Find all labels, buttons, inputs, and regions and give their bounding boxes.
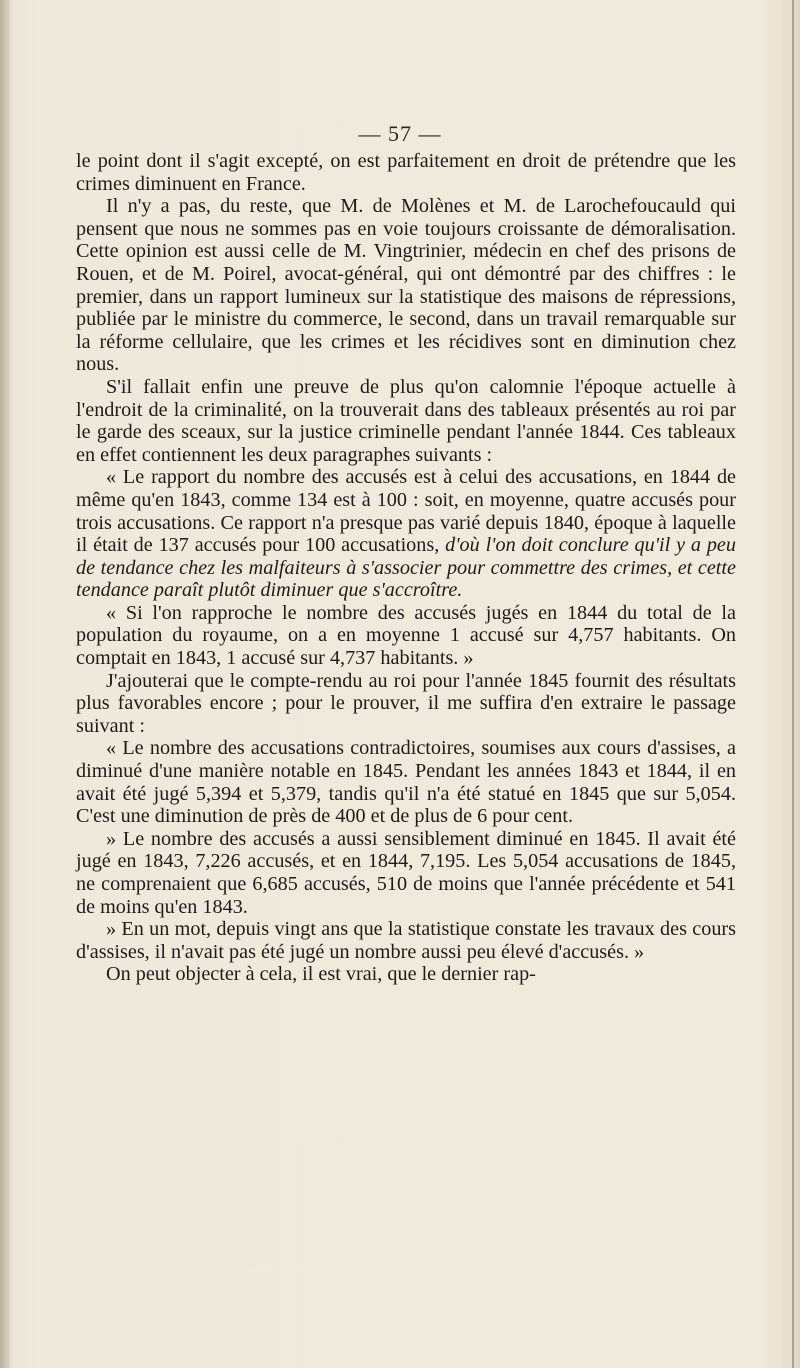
paragraph-p7: [76, 737, 736, 827]
paragraph-text: S'il fallait enfin une preuve de plus qu'on calomnie l'époque actuelle à l'endroit de la criminalité, on la trouverait dans des tableaux présentés au roi par le garde des sceaux, sur la justice criminelle pendant l'année 1844. Ces tableaux en effet contiennent les deux paragraphes suivants :: [76, 375, 736, 466]
paragraph-p8: [76, 828, 736, 918]
paragraph-p3: [76, 376, 736, 466]
paragraph-text: » En un mot, depuis vingt ans que la statistique constate les travaux des cours d'assises, il n'avait pas été jugé un nombre aussi peu élevé d'accusés. »: [76, 918, 736, 963]
paragraph-text: « Le nombre des accusations contradictoires, soumises aux cours d'assises, a diminué d'une manière notable en 1845. Pendant les années 1843 et 1844, il en avait été jugé 5,394 et 5,379, tandis qu'il n'a été statué en 1845 que sur 5,054. C'est une diminution de près de 400 et de plus de 6 pour cent.: [76, 737, 736, 828]
paragraph-p5: [76, 602, 736, 670]
page-edge-line: [792, 0, 794, 1368]
paragraph-p6: [76, 670, 736, 738]
italic-text: d'où l'on doit conclure qu'il y a peu de tendance chez les malfaiteurs à s'associer pour commettre des crimes, et cette tendance paraît plutôt diminuer que s'accroître.: [76, 534, 736, 602]
paragraph-p2: [76, 195, 736, 376]
paragraph-p10: [76, 963, 736, 986]
page-number: — 57 —: [358, 121, 442, 146]
paragraph-text: le point dont il s'agit excepté, on est parfaitement en droit de prétendre que les crimes diminuent en France.: [76, 150, 736, 195]
paragraph-p1: [76, 150, 736, 195]
paragraph-text: « Le rapport du nombre des accusés est à celui des accusations, en 1844 de même qu'en 1843, comme 134 est à 100 : soit, en moyenne, quatre accusés pour trois accusations. Ce rapport n'a presque pas varié depuis 1840, époque à laquelle il était de 137 accusés pour 100 accusations,: [76, 466, 736, 557]
paragraph-text: On peut objecter à cela, il est vrai, que le dernier rap-: [106, 963, 536, 986]
paragraph-p4: [76, 466, 736, 602]
page-binding-shadow: [0, 0, 10, 1368]
paragraph-text: J'ajouterai que le compte-rendu au roi pour l'année 1845 fournit des résultats plus favorables encore ; pour le prouver, il me suffira d'en extraire le passage suivant :: [76, 669, 736, 737]
body-text: [76, 150, 736, 986]
paragraph-p9: [76, 918, 736, 963]
paragraph-text: « Si l'on rapproche le nombre des accusés jugés en 1844 du total de la population du royaume, on a en moyenne 1 accusé sur 4,757 habitants. On comptait en 1843, 1 accusé sur 4,737 habitants. »: [76, 601, 736, 670]
paragraph-text: Il n'y a pas, du reste, que M. de Molènes et M. de Larochefoucauld qui pensent que nous ne sommes pas en voie toujours croissante de démoralisation. Cette opinion est aussi celle de M. Vingtrinier, médecin en chef des prisons de Rouen, et de M. Poirel, avocat-général, qui ont démontré par des chiffres : le premier, dans un rapport lumineux sur la statistique des maisons de répressions, publiée par le ministre du commerce, le second, dans un travail remarquable sur la réforme cellulaire, que les crimes et les récidives sont en diminution chez nous.: [76, 195, 736, 376]
paragraph-text: » Le nombre des accusés a aussi sensiblement diminué en 1845. Il avait été jugé en 1843, 7,226 accusés, et en 1844, 7,195. Les 5,054 accusations de 1845, ne comprenaient que 6,685 accusés, 510 de moins que l'année précédente et 541 de moins qu'en 1843.: [76, 827, 736, 918]
